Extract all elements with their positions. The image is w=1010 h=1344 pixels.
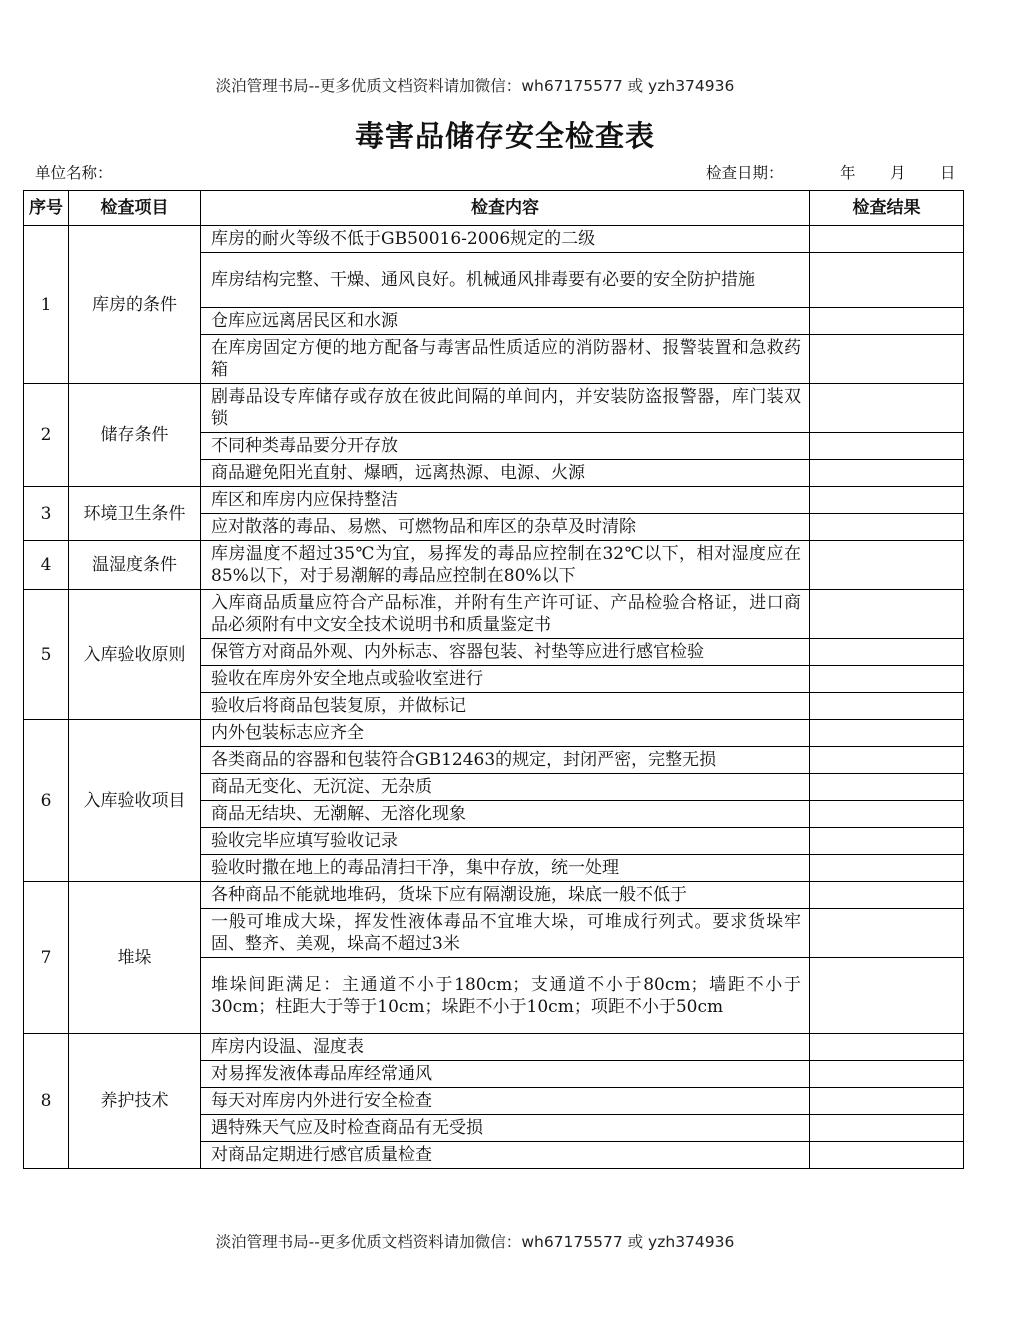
inspection-table — [23, 190, 964, 1169]
check-result-field[interactable] — [810, 747, 964, 774]
column-header-item: 检查项目 — [69, 191, 201, 226]
check-result-field[interactable] — [810, 693, 964, 720]
check-content: 各种商品不能就地堆码，货垛下应有隔潮设施，垛底一般不低于 — [201, 882, 810, 909]
table-row — [24, 384, 964, 433]
check-content: 商品避免阳光直射、爆晒，远离热源、电源、火源 — [201, 460, 810, 487]
check-content: 库房内设温、湿度表 — [201, 1034, 810, 1061]
check-item: 温湿度条件 — [69, 541, 201, 590]
table-row — [24, 541, 964, 590]
check-content: 堆垛间距满足：主通道不小于180cm；支通道不小于80cm；墙距不小于30cm；柱距大于等于10cm；垛距不小于10cm；项距不小于50cm — [201, 958, 810, 1034]
check-result-field[interactable] — [810, 460, 964, 487]
date-year: 年 — [840, 164, 856, 182]
table-row — [24, 1034, 964, 1061]
check-result-field[interactable] — [810, 1115, 964, 1142]
check-content: 对商品定期进行感官质量检查 — [201, 1142, 810, 1169]
check-content: 内外包装标志应齐全 — [201, 720, 810, 747]
check-result-field[interactable] — [810, 384, 964, 433]
check-content: 验收后将商品包装复原，并做标记 — [201, 693, 810, 720]
date-month: 月 — [890, 164, 906, 182]
check-result-field[interactable] — [810, 855, 964, 882]
check-content: 应对散落的毒品、易燃、可燃物品和库区的杂草及时清除 — [201, 514, 810, 541]
date-day: 日 — [940, 164, 956, 182]
check-content: 保管方对商品外观、内外标志、容器包装、衬垫等应进行感官检验 — [201, 639, 810, 666]
check-content: 不同种类毒品要分开存放 — [201, 433, 810, 460]
check-content: 库区和库房内应保持整洁 — [201, 487, 810, 514]
check-result-field[interactable] — [810, 590, 964, 639]
check-result-field[interactable] — [810, 1034, 964, 1061]
check-item: 堆垛 — [69, 882, 201, 1034]
table-row — [24, 882, 964, 909]
check-content: 一般可堆成大垛，挥发性液体毒品不宜堆大垛，可堆成行列式。要求货垛牢固、整齐、美观，垛高不超过3米 — [201, 909, 810, 958]
row-number: 8 — [24, 1034, 69, 1169]
row-number: 5 — [24, 590, 69, 720]
check-item: 入库验收原则 — [69, 590, 201, 720]
footer-note: 淡泊管理书局--更多优质文档资料请加微信：wh67175577 或 yzh374936 — [215, 1233, 735, 1251]
row-number: 3 — [24, 487, 69, 541]
check-content: 验收完毕应填写验收记录 — [201, 828, 810, 855]
check-content: 剧毒品设专库储存或存放在彼此间隔的单间内，并安装防盗报警器，库门装双锁 — [201, 384, 810, 433]
check-item: 养护技术 — [69, 1034, 201, 1169]
check-result-field[interactable] — [810, 226, 964, 253]
row-number: 2 — [24, 384, 69, 487]
check-result-field[interactable] — [810, 1061, 964, 1088]
check-result-field[interactable] — [810, 666, 964, 693]
header-note: 淡泊管理书局--更多优质文档资料请加微信：wh67175577 或 yzh374936 — [215, 77, 735, 95]
check-result-field[interactable] — [810, 882, 964, 909]
row-number: 6 — [24, 720, 69, 882]
check-item: 储存条件 — [69, 384, 201, 487]
check-result-field[interactable] — [810, 253, 964, 308]
check-content: 库房温度不超过35℃为宜，易挥发的毒品应控制在32℃以下，相对湿度应在85%以下，对于易潮解的毒品应控制在80%以下 — [201, 541, 810, 590]
column-header-content: 检查内容 — [201, 191, 810, 226]
check-result-field[interactable] — [810, 487, 964, 514]
check-content: 每天对库房内外进行安全检查 — [201, 1088, 810, 1115]
check-item: 环境卫生条件 — [69, 487, 201, 541]
check-result-field[interactable] — [810, 720, 964, 747]
page-title: 毒害品储存安全检查表 — [354, 119, 655, 153]
check-result-field[interactable] — [810, 335, 964, 384]
check-content: 仓库应远离居民区和水源 — [201, 308, 810, 335]
check-content: 验收在库房外安全地点或验收室进行 — [201, 666, 810, 693]
row-number: 4 — [24, 541, 69, 590]
check-result-field[interactable] — [810, 1142, 964, 1169]
row-number: 1 — [24, 226, 69, 384]
check-content: 商品无结块、无潮解、无溶化现象 — [201, 801, 810, 828]
table-row — [24, 590, 964, 639]
table-body — [24, 226, 964, 1169]
check-result-field[interactable] — [810, 801, 964, 828]
check-content: 验收时撒在地上的毒品清扫干净，集中存放，统一处理 — [201, 855, 810, 882]
check-content: 遇特殊天气应及时检查商品有无受损 — [201, 1115, 810, 1142]
check-content: 对易挥发液体毒品库经常通风 — [201, 1061, 810, 1088]
unit-name-label: 单位名称： — [35, 164, 113, 182]
date-label: 检查日期： — [706, 164, 784, 182]
check-item: 库房的条件 — [69, 226, 201, 384]
row-number: 7 — [24, 882, 69, 1034]
check-result-field[interactable] — [810, 958, 964, 1034]
check-content: 商品无变化、无沉淀、无杂质 — [201, 774, 810, 801]
check-result-field[interactable] — [810, 541, 964, 590]
table-row — [24, 487, 964, 514]
check-result-field[interactable] — [810, 1088, 964, 1115]
check-result-field[interactable] — [810, 774, 964, 801]
check-content: 库房结构完整、干燥、通风良好。机械通风排毒要有必要的安全防护措施 — [201, 253, 810, 308]
check-result-field[interactable] — [810, 828, 964, 855]
check-content: 库房的耐火等级不低于GB50016-2006规定的二级 — [201, 226, 810, 253]
check-result-field[interactable] — [810, 308, 964, 335]
column-header-no: 序号 — [24, 191, 69, 226]
check-content: 在库房固定方便的地方配备与毒害品性质适应的消防器材、报警装置和急救药箱 — [201, 335, 810, 384]
inspection-date — [706, 161, 956, 183]
check-result-field[interactable] — [810, 514, 964, 541]
check-content: 各类商品的容器和包装符合GB12463的规定，封闭严密，完整无损 — [201, 747, 810, 774]
check-result-field[interactable] — [810, 433, 964, 460]
check-item: 入库验收项目 — [69, 720, 201, 882]
check-content: 入库商品质量应符合产品标准，并附有生产许可证、产品检验合格证，进口商品必须附有中文安全技术说明书和质量鉴定书 — [201, 590, 810, 639]
check-result-field[interactable] — [810, 639, 964, 666]
table-header-row — [24, 191, 964, 226]
table-row — [24, 226, 964, 253]
check-result-field[interactable] — [810, 909, 964, 958]
column-header-result: 检查结果 — [810, 191, 964, 226]
table-row — [24, 720, 964, 747]
